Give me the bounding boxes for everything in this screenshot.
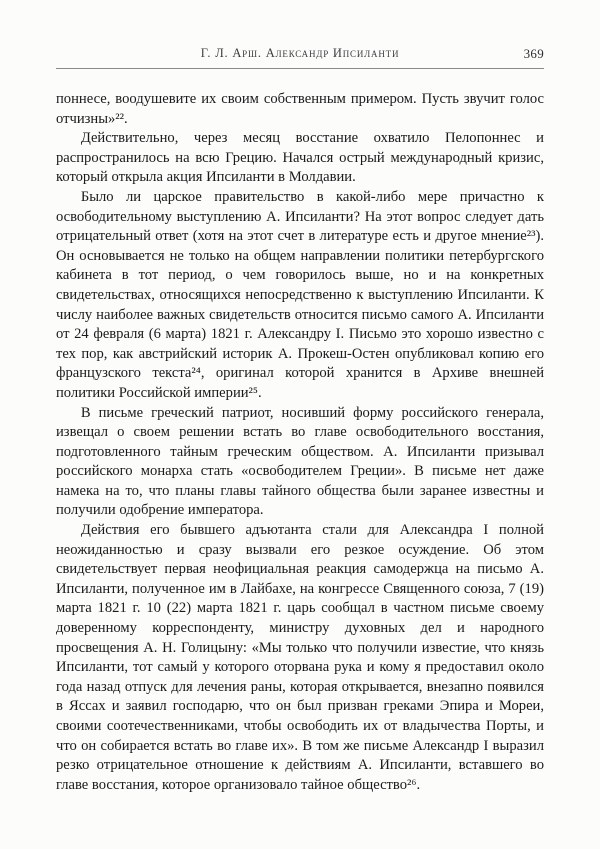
- paragraph: В письме греческий патриот, носивший форму российского генерала, извещал о своем решении встать во главе освободительного восстания, подготовленного тайным греческим обществом. А. Ипсиланти призывал российского монарха стать «освободителем Греции». В письме нет даже намека на то, что планы главы тайного общества были заранее известны и получили одобрение императора.: [56, 404, 544, 519]
- paragraph: Действительно, через месяц восстание охватило Пелопоннес и распространилось на всю Грецию. Начался острый международный кризис, который открыла акция Ипсиланти в Молдавии.: [56, 130, 544, 186]
- running-head-title: Г. Л. Арш. Александр Ипсиланти: [200, 46, 400, 60]
- page-number: 369: [523, 46, 544, 61]
- paragraph: Действия его бывшего адъютанта стали для Александра I полной неожиданностью и сразу вызвали его резкое осуждение. Об этом свидетельствует первая неофициальная реакция самодержца на письмо А. Ипсиланти, полученное им в Лайбахе, на конгрессе Священного союза, 7 (19) марта 1821 г. 10 (22) марта 1821 г. царь сообщал в частном письме своему доверенному корреспонденту, министру духовных дел и народного просвещения А. Н. Голицыну: «Мы только что получили известие, что князь Ипсиланти, тот самый у которого оторвана рука и кому я предоставил около года назад отпуск для лечения раны, которая открывается, внезапно появился в Яссах и заявил господарю, что он был призван греками Эпира и Мореи, своими соотечественниками, чтобы освободить их от владычества Порты, и что он собирается встать во главе их». В том же письме Александр I выразил резко отрицательное отношение к действиям А. Ипсиланти, вставшего во главе восстания, которое организовало тайное общество²⁶.: [56, 522, 544, 793]
- paragraph-continuation: поннесе, воодушевите их своим собственным примером. Пусть звучит голос отчизны»²².: [56, 91, 544, 127]
- page-header: [56, 46, 544, 69]
- text-block: [56, 90, 544, 795]
- paragraph: Было ли царское правительство в какой-либо мере причастно к освободительному выступлению А. Ипсиланти? На этот вопрос следует дать отрицательный ответ (хотя на этот счет в литературе есть и другое мнение²³). Он основывается не только на общем направлении политики петербургского кабинета в тот период, о чем говорилось выше, но и на конкретных свидетельствах, относящихся непосредственно к выступлению Ипсиланти. К числу наиболее важных свидетельств относится письмо самого А. Ипсиланти от 24 февраля (6 марта) 1821 г. Александру I. Письмо это хорошо известно с тех пор, как австрийский историк А. Прокеш-Остен опубликовал копию его французского текста²⁴, оригинал которой хранится в Архиве внешней политики Российской империи²⁵.: [56, 188, 544, 401]
